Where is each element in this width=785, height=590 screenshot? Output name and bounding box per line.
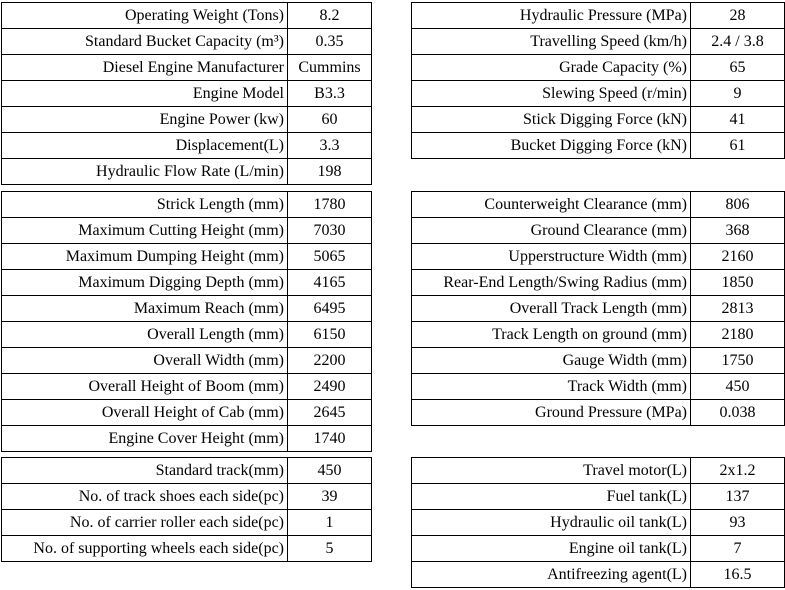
spec-label: Overall Length (mm) bbox=[2, 322, 288, 348]
spec-label: Diesel Engine Manufacturer bbox=[2, 55, 288, 81]
table-row bbox=[412, 244, 785, 270]
spec-label: Slewing Speed (r/min) bbox=[412, 81, 691, 107]
spec-table-performance bbox=[411, 2, 785, 159]
spec-label: Hydraulic Pressure (MPa) bbox=[412, 3, 691, 29]
table-row bbox=[2, 426, 372, 452]
spec-label: Stick Digging Force (kN) bbox=[412, 107, 691, 133]
spec-label: Maximum Dumping Height (mm) bbox=[2, 244, 288, 270]
spec-value: 2200 bbox=[288, 348, 372, 374]
table-row bbox=[2, 133, 372, 159]
spec-value: 198 bbox=[288, 159, 372, 185]
table-row bbox=[2, 296, 372, 322]
spec-group-engine-performance bbox=[1, 2, 785, 185]
spec-table-undercarriage-dimensions bbox=[411, 191, 785, 426]
table-row bbox=[412, 374, 785, 400]
spec-label: Track Width (mm) bbox=[412, 374, 691, 400]
spec-label: Upperstructure Width (mm) bbox=[412, 244, 691, 270]
spec-label: Bucket Digging Force (kN) bbox=[412, 133, 691, 159]
table-row bbox=[2, 270, 372, 296]
spec-value: 1850 bbox=[691, 270, 785, 296]
spec-label: Engine Cover Height (mm) bbox=[2, 426, 288, 452]
spec-value: 8.2 bbox=[288, 3, 372, 29]
spec-value: 0.038 bbox=[691, 400, 785, 426]
spec-value: 9 bbox=[691, 81, 785, 107]
table-row bbox=[412, 400, 785, 426]
spec-value: 2645 bbox=[288, 400, 372, 426]
spec-label: Standard Bucket Capacity (m³) bbox=[2, 29, 288, 55]
spec-label: Operating Weight (Tons) bbox=[2, 3, 288, 29]
spec-value: 368 bbox=[691, 218, 785, 244]
table-row bbox=[2, 244, 372, 270]
spec-value: 65 bbox=[691, 55, 785, 81]
table-row bbox=[2, 3, 372, 29]
spec-label: Maximum Reach (mm) bbox=[2, 296, 288, 322]
spec-label: No. of track shoes each side(pc) bbox=[2, 484, 288, 510]
spec-value: 450 bbox=[691, 374, 785, 400]
spec-label: Fuel tank(L) bbox=[412, 484, 691, 510]
spec-value: 1780 bbox=[288, 192, 372, 218]
spec-value: 806 bbox=[691, 192, 785, 218]
spec-label: Displacement(L) bbox=[2, 133, 288, 159]
spec-label: Maximum Cutting Height (mm) bbox=[2, 218, 288, 244]
spec-table-general-engine bbox=[1, 2, 372, 185]
table-row bbox=[412, 55, 785, 81]
spec-value: 4165 bbox=[288, 270, 372, 296]
table-row bbox=[412, 322, 785, 348]
spec-value: 0.35 bbox=[288, 29, 372, 55]
spec-value: 61 bbox=[691, 133, 785, 159]
spec-value: 16.5 bbox=[691, 562, 785, 588]
spec-label: Counterweight Clearance (mm) bbox=[412, 192, 691, 218]
table-row bbox=[412, 348, 785, 374]
spec-value: 1 bbox=[288, 510, 372, 536]
table-row bbox=[412, 536, 785, 562]
spec-value: 60 bbox=[288, 107, 372, 133]
spec-label: Travelling Speed (km/h) bbox=[412, 29, 691, 55]
spec-label: Overall Track Length (mm) bbox=[412, 296, 691, 322]
spec-value: 2.4 / 3.8 bbox=[691, 29, 785, 55]
spec-label: Strick Length (mm) bbox=[2, 192, 288, 218]
spec-value: 2180 bbox=[691, 322, 785, 348]
table-row bbox=[2, 374, 372, 400]
table-row bbox=[2, 510, 372, 536]
table-row bbox=[2, 348, 372, 374]
spec-label: Engine oil tank(L) bbox=[412, 536, 691, 562]
spec-label: Grade Capacity (%) bbox=[412, 55, 691, 81]
spec-value: 7 bbox=[691, 536, 785, 562]
table-row bbox=[2, 159, 372, 185]
spec-value: 41 bbox=[691, 107, 785, 133]
spec-value: 6495 bbox=[288, 296, 372, 322]
table-row bbox=[412, 458, 785, 484]
spec-value: 450 bbox=[288, 458, 372, 484]
spec-label: Overall Width (mm) bbox=[2, 348, 288, 374]
spec-label: Hydraulic Flow Rate (L/min) bbox=[2, 159, 288, 185]
table-row bbox=[412, 133, 785, 159]
spec-label: No. of carrier roller each side(pc) bbox=[2, 510, 288, 536]
table-row bbox=[412, 192, 785, 218]
spec-value: 3.3 bbox=[288, 133, 372, 159]
spec-label: Antifreezing agent(L) bbox=[412, 562, 691, 588]
spec-value: 6150 bbox=[288, 322, 372, 348]
spec-value: 1750 bbox=[691, 348, 785, 374]
table-row bbox=[2, 458, 372, 484]
spec-label: Hydraulic oil tank(L) bbox=[412, 510, 691, 536]
spec-value: B3.3 bbox=[288, 81, 372, 107]
spec-value: 5065 bbox=[288, 244, 372, 270]
spec-value: 2x1.2 bbox=[691, 458, 785, 484]
table-row bbox=[2, 81, 372, 107]
spec-label: Track Length on ground (mm) bbox=[412, 322, 691, 348]
spec-label: Rear-End Length/Swing Radius (mm) bbox=[412, 270, 691, 296]
spec-value: 7030 bbox=[288, 218, 372, 244]
spec-value: 39 bbox=[288, 484, 372, 510]
spec-label: Gauge Width (mm) bbox=[412, 348, 691, 374]
table-row bbox=[2, 400, 372, 426]
table-row bbox=[2, 192, 372, 218]
table-row bbox=[2, 218, 372, 244]
table-row bbox=[2, 484, 372, 510]
spec-label: Engine Power (kw) bbox=[2, 107, 288, 133]
spec-table-track bbox=[1, 457, 372, 562]
table-row bbox=[412, 107, 785, 133]
spec-label: Ground Pressure (MPa) bbox=[412, 400, 691, 426]
table-row bbox=[412, 562, 785, 588]
table-row bbox=[2, 107, 372, 133]
spec-value: 1740 bbox=[288, 426, 372, 452]
table-row bbox=[412, 270, 785, 296]
table-row bbox=[412, 29, 785, 55]
table-row bbox=[2, 55, 372, 81]
spec-table-fluid-capacities bbox=[411, 457, 785, 588]
spec-value: 2490 bbox=[288, 374, 372, 400]
spec-value: 2813 bbox=[691, 296, 785, 322]
table-row bbox=[412, 81, 785, 107]
spec-value: 5 bbox=[288, 536, 372, 562]
spec-label: Standard track(mm) bbox=[2, 458, 288, 484]
spec-group-track-capacities bbox=[1, 457, 785, 588]
table-row bbox=[2, 536, 372, 562]
table-row bbox=[412, 510, 785, 536]
spec-label: Overall Height of Boom (mm) bbox=[2, 374, 288, 400]
table-row bbox=[2, 29, 372, 55]
table-row bbox=[412, 3, 785, 29]
spec-label: Maximum Digging Depth (mm) bbox=[2, 270, 288, 296]
spec-value: Cummins bbox=[288, 55, 372, 81]
spec-value: 93 bbox=[691, 510, 785, 536]
spec-label: Travel motor(L) bbox=[412, 458, 691, 484]
table-row bbox=[412, 484, 785, 510]
spec-group-dimensions bbox=[1, 191, 785, 452]
table-row bbox=[412, 296, 785, 322]
spec-table-working-range bbox=[1, 191, 372, 452]
spec-value: 2160 bbox=[691, 244, 785, 270]
spec-value: 28 bbox=[691, 3, 785, 29]
table-row bbox=[412, 218, 785, 244]
spec-label: Overall Height of Cab (mm) bbox=[2, 400, 288, 426]
spec-label: No. of supporting wheels each side(pc) bbox=[2, 536, 288, 562]
table-row bbox=[2, 322, 372, 348]
spec-value: 137 bbox=[691, 484, 785, 510]
spec-label: Engine Model bbox=[2, 81, 288, 107]
spec-label: Ground Clearance (mm) bbox=[412, 218, 691, 244]
